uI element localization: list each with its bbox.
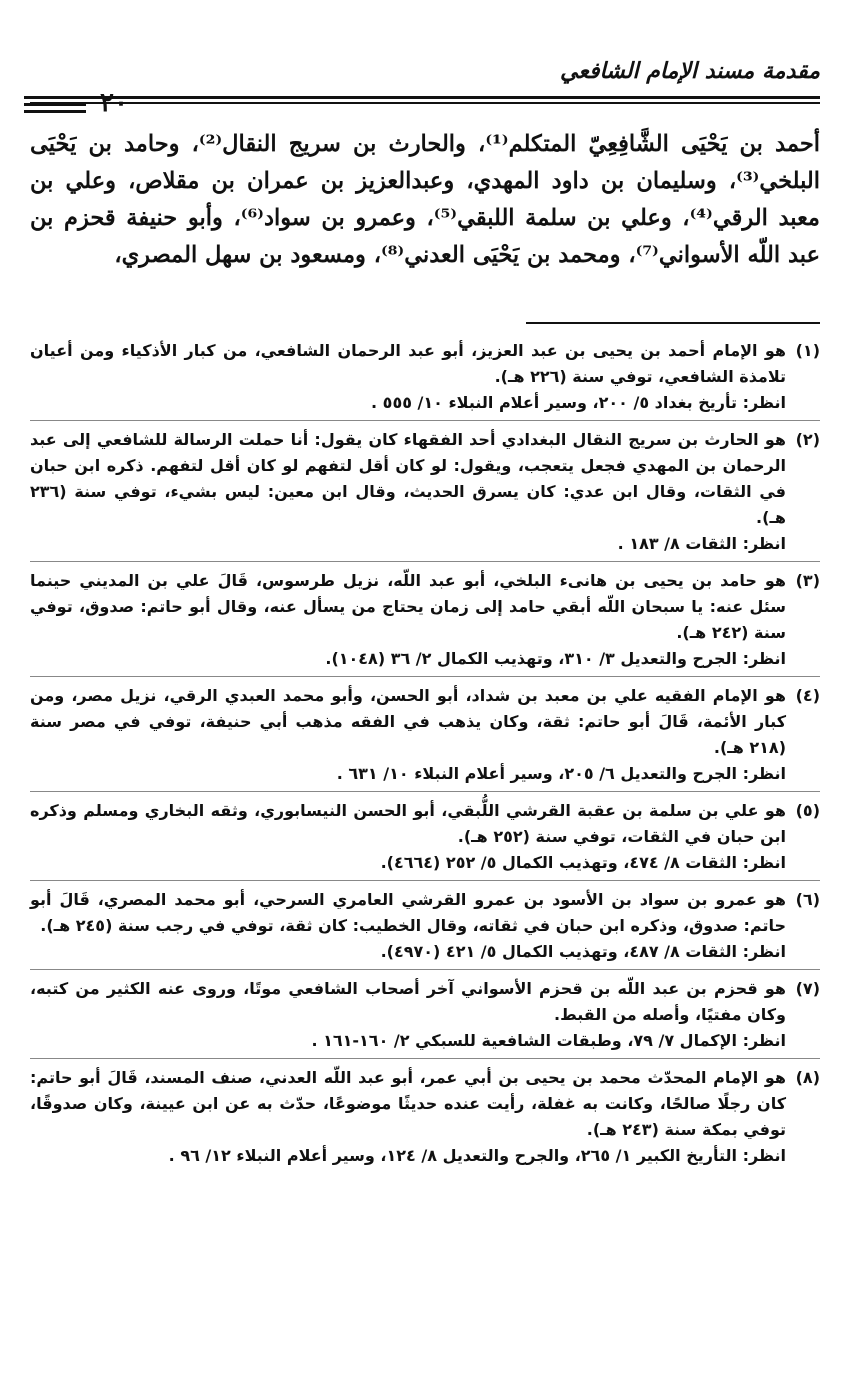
footnote-reference: انظر: الإكمال ٧/ ٧٩، وطبقات الشافعية للسبكي ٢/ ١٦٠-١٦١ . — [311, 1031, 786, 1050]
footnote-reference: انظر: الثقات ٨/ ٤٧٤، وتهذيب الكمال ٥/ ٢٥٢ (٤٦٦٤). — [380, 853, 786, 872]
footnote-reference: انظر: الثقات ٨/ ١٨٣ . — [617, 534, 786, 553]
footnote-separator — [526, 322, 820, 324]
footnote-text: هو حامد بن يحيى بن هانىء البلخي، أبو عبد اللّه، نزيل طرسوس، قَالَ علي بن المديني حينما سئل عنه: يا سبحان اللّه أبقي حامد إلى زمان يحتاج من يسأل عنه، وقال أبو حاتم: صدوق، توفي سنة (٢٤٢ هـ). — [30, 571, 786, 642]
page-number: ٢٠ — [100, 88, 128, 118]
footnote-text: هو الإمام المحدّث محمد بن يحيى بن أبي عمر، أبو عبد اللّه العدني، صنف المسند، قَالَ أبو حاتم: كان رجلًا صالحًا، وكانت به غفلة، رأيت عنده حديثًا موضوعًا، حدّث به عن ابن عيينة، وكان صدوقًا، توفي بمكة سنة (٢٤٣ هـ). — [30, 1068, 786, 1139]
footnote-marker: (١) — [795, 341, 820, 360]
footnote — [30, 969, 820, 1058]
footnote-text: هو الإمام الفقيه علي بن معبد بن شداد، أبو الحسن، وأبو محمد العبدي الرقي، نزيل مصر، ومن كبار الأئمة، قَالَ أبو حاتم: ثقة، وكان يذهب في الفقه مذهب أبي حنيفة، توفي في مصر سنة (٢١٨ هـ). — [30, 686, 786, 757]
footnote-text: هو علي بن سلمة بن عقبة القرشي اللُّبقي، أبو الحسن النيسابوري، وثقه البخاري ومسلم وذكره ابن حبان في الثقات، توفي سنة (٢٥٢ هـ). — [30, 801, 786, 846]
footnote — [30, 1058, 820, 1173]
footnote — [30, 791, 820, 880]
footnote-reference: انظر: التأريخ الكبير ١/ ٢٦٥، والجرح والتعديل ٨/ ١٢٤، وسير أعلام النبلاء ١٢/ ٩٦ . — [168, 1146, 786, 1165]
footnote-marker: (٣) — [795, 571, 820, 590]
footnote-marker: (٧) — [795, 979, 820, 998]
footnote-reference: انظر: الجرح والتعديل ٣/ ٣١٠، وتهذيب الكمال ٢/ ٣٦ (١٠٤٨). — [325, 649, 786, 668]
body-paragraph: أحمد بن يَحْيَى الشَّافِعِيّ المتكلم⁽¹⁾، والحارث بن سريج النقال⁽²⁾، وحامد بن يَحْيَى البلخي⁽³⁾، وسليمان بن داود المهدي، وعبدالعزيز بن عمران بن مقلاص، وعلي بن معبد الرقي⁽⁴⁾، وعلي بن سلمة اللبقي⁽⁵⁾، وعمرو بن سواد⁽⁶⁾، وأبو حنيفة قحزم بن عبد اللّه الأسواني⁽⁷⁾، ومحمد بن يَحْيَى العدني⁽⁸⁾، ومسعود بن سهل المصري، — [30, 131, 821, 268]
footnote-text: هو الحارث بن سريج النقال البغدادي أحد الفقهاء كان يقول: أنا حملت الرسالة للشافعي إلى عبد الرحمان بن المهدي فجعل يتعجب، ويقول: لو كان أقل لتفهم لو كان أقل لتفهم. ذكره ابن حبان في الثقات، وقال ابن عدي: كان يسرق الحديث، وقال ابن معين: ليس بشيء، توفي سنة (٢٣٦ هـ). — [30, 430, 786, 527]
footnote-text: هو قحزم بن عبد اللّه بن قحزم الأسواني آخر أصحاب الشافعي موتًا، وروى عنه الكثير من كتبه، وكان مفتيًا، وأصله من القبط. — [30, 979, 786, 1024]
footnote — [30, 561, 820, 676]
footnote — [30, 420, 820, 561]
footnote-reference: انظر: الثقات ٨/ ٤٨٧، وتهذيب الكمال ٥/ ٤٢١ (٤٩٧٠). — [380, 942, 786, 961]
footnotes — [30, 338, 820, 1173]
footnote-marker: (٦) — [795, 890, 820, 909]
footnote — [30, 676, 820, 791]
footnote-marker: (٢) — [795, 430, 820, 449]
footnote-text: هو عمرو بن سواد بن الأسود بن عمرو القرشي العامري السرحي، أبو محمد المصري، قَالَ أبو حاتم: صدوق، وذكره ابن حبان في ثقاته، وقال الخطيب: كان ثقة، توفي في رجب سنة (٢٤٥ هـ). — [30, 890, 786, 935]
page-number-ornament — [24, 96, 86, 117]
footnote — [30, 338, 820, 420]
running-title: مقدمة مسند الإمام الشافعي — [560, 58, 820, 84]
footnote-text: هو الإمام أحمد بن يحيى بن عبد العزيز، أبو عبد الرحمان الشافعي، من كبار الأذكياء ومن أعيان تلامذة الشافعي، توفي سنة (٢٢٦ هـ). — [30, 341, 786, 386]
footnote-reference: انظر: تأريخ بغداد ٥/ ٢٠٠، وسير أعلام النبلاء ١٠/ ٥٥٥ . — [371, 393, 786, 412]
page-number-block — [24, 88, 154, 118]
footnote-marker: (٥) — [795, 801, 820, 820]
footnote-marker: (٤) — [795, 686, 820, 705]
footnote — [30, 880, 820, 969]
footnote-marker: (٨) — [795, 1068, 820, 1087]
footnote-reference: انظر: الجرح والتعديل ٦/ ٢٠٥، وسير أعلام النبلاء ١٠/ ٦٣١ . — [336, 764, 786, 783]
